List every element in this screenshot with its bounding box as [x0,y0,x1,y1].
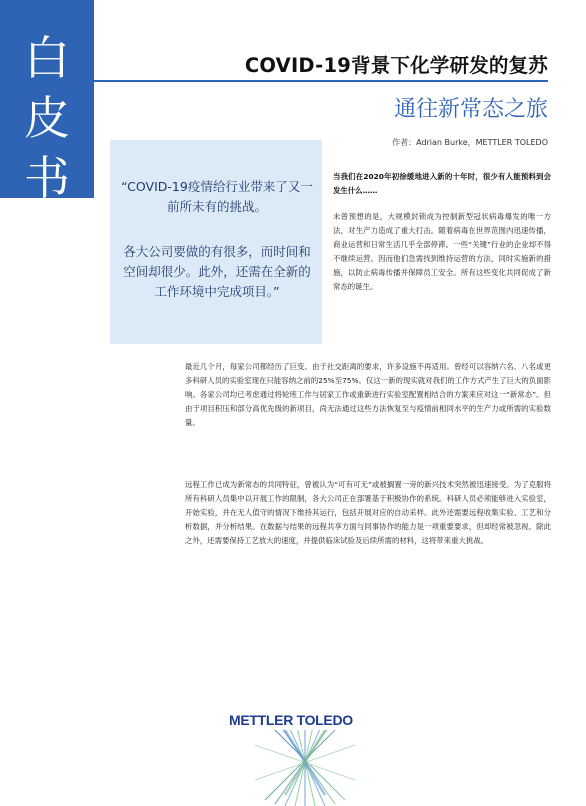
page-subtitle: 通往新常态之旅 [393,97,548,122]
author-line: 作者：Adrian Burke，METTLER TOLEDO [392,138,548,147]
logo-wordmark: METTLER TOLEDO [229,712,353,728]
sidebar-char: 书 [24,151,70,205]
column-paragraph: 未曾预想的是，大规模封锁成为控制新型冠状病毒爆发的唯一方法，对生产力造成了重大打击。随着病毒在世界范围内迅速传播，商业运营和日常生活几乎全部停滞。一些“关键”行业的企业却不得不继续运营。因而他们急需找到维持运营的方法，同时实施新的措施，以防止病毒传播并保障员工安全。所有这些变化共同促成了新常态的诞生。 [333,212,551,291]
pull-quote-line2: 各大公司要做的有很多，而时间和空间却很少。此外，还需在全新的工作环境中完成项目。” [123,244,311,299]
lead-paragraph: 当我们在2020年初徐缓地进入新的十年时，很少有人能预料到会发生什么…… [333,172,551,195]
sidebar-char: 白 [24,31,70,85]
page-title: COVID-19背景下化学研发的复苏 [244,54,548,77]
pull-quote-line1: “COVID-19疫情给行业带来了又一前所未有的挑战。 [121,179,313,214]
title-divider [94,80,548,82]
sidebar-label [0,28,94,208]
sidebar-char: 皮 [24,91,70,145]
body-paragraph-1: 最近几个月，每家公司都经历了巨变。由于社交距离的要求，许多设施不再适用。曾经可以容纳六名、八名或更多科研人员的实验室现在只能容纳之前的25%至75%。仅这一新的现实就对我们的工作方式产生了巨大的负面影响。各家公司均已考虑通过将轮班工作与居家工作或重新进行实验室配置相结合的方案来应对这一“新常态”。但由于项目积压和部分高优先级的新项目，尚无法通过这些方法恢复至与疫情前相同水平的生产力或所需的实验数量。 [185,362,551,427]
body-paragraph-2: 远程工作已成为新常态的共同特征，曾被认为“可有可无”或被搁置一旁的新兴技术突然被迅速接受。为了克服将所有科研人员集中以开展工作的限制，各大公司正在部署基于积极协作的系统。科研人员必须能够进入实验室，开始实验，并在无人值守的情况下维持其运行，包括开展对应的自动采样。此外还需要远程收集实验、工艺和分析数据，并分析结果。在数据与结果的远程共享方面与同事协作的能力是一项重要要求，但却经常被忽视。除此之外，还需要保持工艺放大的速度，并提供临床试验及后续所需的材料，这将带来重大挑战。 [185,480,551,545]
